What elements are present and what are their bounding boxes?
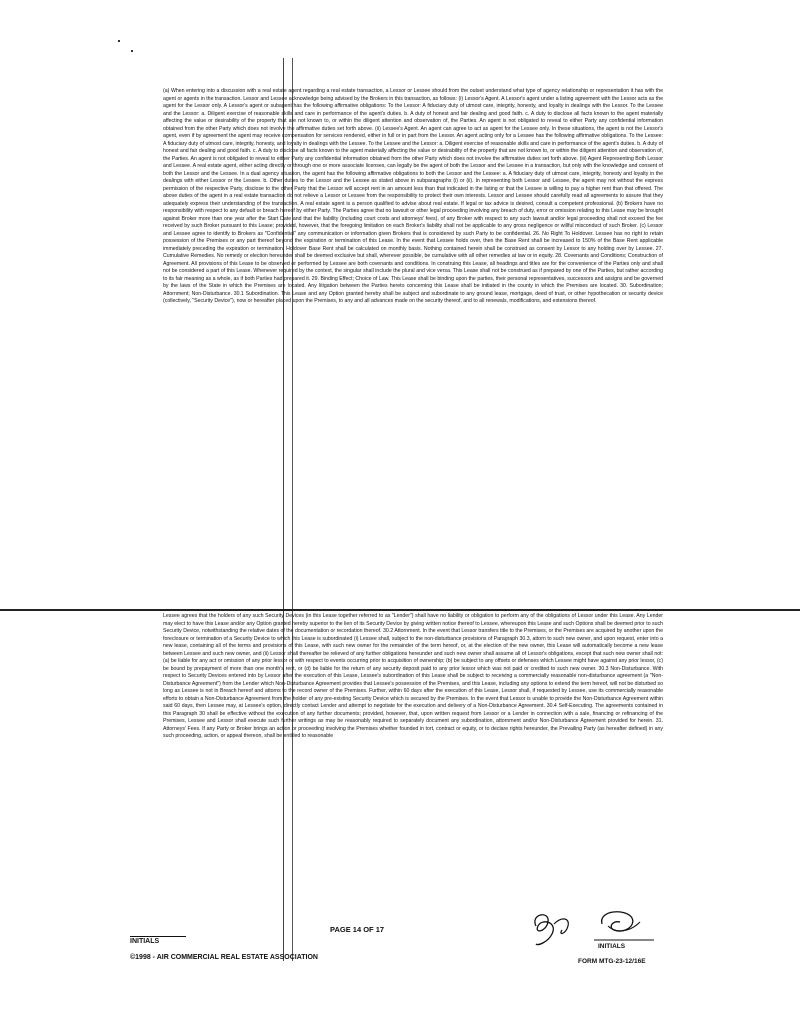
- initials-label-right: INITIALS: [598, 943, 626, 950]
- lower-text-block: [163, 613, 663, 741]
- scan-crease-line: [0, 609, 800, 611]
- upper-text-block: [163, 88, 663, 306]
- form-code: FORM MTG-23-12/16E: [578, 958, 646, 965]
- page-number: PAGE 14 OF 17: [330, 925, 385, 934]
- copyright-notice: ©1998 - AIR COMMERCIAL REAL ESTATE ASSOCIATION: [130, 954, 318, 961]
- initials-line: [130, 936, 186, 937]
- upper-paragraphs: (a) When entering into a discussion with a real estate agent regarding a real estate transaction, a Lessor or Lessee should from the outset understand what type of agency relationship or representation it has with the agent or agents in the transaction. Lessor and Lessee acknowledge being advised by the Brokers in this transaction, as follows: (i) Lessor's Agent. A Lessor's agent under a listing agreement with the Lessor acts as the agent for the Lessor only. A Lessor's agent or subagent has the following affirmative obligations: To the Lessor: A fiduciary duty of utmost care, integrity, honesty, and loyalty in dealings with the Lessor. To the Lessee and the Lessor: a. Diligent exercise of reasonable skills and care in performance of the agent's duties. b. A duty of honest and fair dealing and good faith. c. A duty to disclose all facts known to the agent materially affecting the value or desirability of the property that are not known to, or within the diligent attention and observation of, the Parties. An agent is not obligated to reveal to either Party any confidential information obtained from the other Party which does not involve the affirmative duties set forth above. (ii) Lessee's Agent. An agent can agree to act as agent for the Lessee only. In these situations, the agent is not the Lessor's agent, even if by agreement the agent may receive compensation for services rendered, either in full or in part from the Lessor. An agent acting only for a Lessee has the following affirmative obligations. To the Lessee: A fiduciary duty of utmost care, integrity, honesty, and loyalty in dealings with the Lessee. To the Lessee and the Lessor: a. Diligent exercise of reasonable skills and care in performance of the agent's duties. b. A duty of honest and fair dealing and good faith. c. A duty to disclose all facts known to the agent materially affecting the value or desirability of the property that are not known to, or within the diligent attention and observation of, the Parties. An agent is not obligated to reveal to either Party any confidential information obtained from the other Party which does not involve the affirmative duties set forth above. (iii) Agent Representing Both Lessor and Lessee. A real estate agent, either acting directly or through one or more associate licenses, can legally be the agent of both the Lessor and the Lessee in a transaction, but only with the knowledge and consent of both the Lessor and the Lessee. In a dual agency situation, the agent has the following affirmative obligations to both the Lessor and the Lessee: a. A fiduciary duty of utmost care, integrity, honesty and loyalty in the dealings with either Lessor or the Lessee. b. Other duties to the Lessor and the Lessee as stated above in subparagraphs (i) or (ii). In representing both Lessor and Lessee, the agent may not without the express permission of the respective Party, disclose to the other Party that the Lessor will accept rent in an amount less than that indicated in the listing or that the Lessee is willing to pay a higher rent than that offered. The above duties of the agent in a real estate transaction do not relieve a Lessor or Lessee from the responsibility to protect their own interests. Lessor and Lessee should carefully read all agreements to assure that they adequately express their understanding of the transaction. A real estate agent is a person qualified to advise about real estate. If legal or tax advice is desired, consult a competent professional. (b) Brokers have no responsibility with respect to any default or breach hereof by either Party. The Parties agree that no lawsuit or other legal proceeding involving any breach of duty, error or omission relating to this Lease may be brought against Broker more than one year after the Start Date and that the liability (including court costs and attorneys' fees), of any Broker with respect to any such lawsuit and/or legal proceeding shall not exceed the fee received by such Broker pursuant to this Lease; provided, however, that the foregoing limitation on each Broker's liability shall not be applicable to any gross negligence or willful misconduct of such Broker. (c) Lessor and Lessee agree to identify to Brokers as "Confidential" any communication or information given Brokers that is considered by such Party to be confidential. 26. No Right To Holdover. Lessee has no right to retain possession of the Premises or any part thereof beyond the expiration or termination of this Lease. In the event that Lessee holds over, then the Base Rent shall be increased to 150% of the Base Rent applicable immediately preceding the expiration or termination. Holdover Base Rent shall be calculated on monthly basis. Nothing contained herein shall be construed as consent by Lessor to any holding over by Lessee. 27. Cumulative Remedies. No remedy or election hereunder shall be deemed exclusive but shall, wherever possible, be cumulative with all other remedies at law or in equity. 28. Covenants and Conditions; Construction of Agreement. All provisions of this Lease to be observed or performed by Lessee are both covenants and conditions. In construing this Lease, all headings and titles are for the convenience of the Parties only and shall not be considered a part of this Lease. Whenever required by the context, the singular shall include the plural and vice versa. This Lease shall not be construed as if prepared by one of the Parties, but rather according to its fair meaning as a whole, as if both Parties had prepared it. 29. Binding Effect; Choice of Law. This Lease shall be binding upon the parties, their personal representatives, successors and assigns and be governed by the laws of the State in which the Premises are located. Any litigation between the Parties hereto concerning this Lease shall be initiated in the county in which the Premises are located. 30. Subordination; Attornment; Non-Disturbance. 30.1 Subordination. This Lease and any Option granted hereby shall be subject and subordinate to any ground lease, mortgage, deed of trust, or other hypothecation or security device (collectively, "Security Device"), now or hereafter placed upon the Premises, to any and all advances made on the security thereof, and to all renewals, modifications, and extensions thereof.: [163, 88, 663, 304]
- lower-paragraphs: Lessee agrees that the holders of any such Security Devices (in this Lease together referred to as "Lender") shall have no liability or obligation to perform any of the obligations of Lessor under this Lease. Any Lender may elect to have this Lease and/or any Option granted hereby superior to the lien of its Security Device by giving written notice thereof to Lessee, whereupon this Lease and such Options shall be deemed prior to such Security Device, notwithstanding the relative dates of the documentation or recordation thereof. 30.2 Attornment. In the event that Lessor transfers title to the Premises, or the Premises are acquired by another upon the foreclosure or termination of a Security Device to which this Lease is subordinated (i) Lessee shall, subject to the non-disturbance provisions of Paragraph 30.3, attorn to such new owner, and upon request, enter into a new lease, containing all of the terms and provisions of this Lease, with such new owner for the remainder of the term hereof, or, at the election of the new owner, this Lease will automatically become a new lease between Lessee and such new owner, and (ii) Lessor shall thereafter be relieved of any further obligations hereunder and such new owner shall assume all of Lessor's obligations, except that such new owner shall not: (a) be liable for any act or omission of any prior lessor or with respect to events occurring prior to acquisition of ownership; (b) be subject to any offsets or defenses which Lessee might have against any prior lessor, (c) be bound by prepayment of more than one month's rent, or (d) be liable for the return of any security deposit paid to any prior lessor which was not paid or credited to such new owner. 30.3 Non-Disturbance. With respect to Security Devices entered into by Lessor after the execution of this Lease, Lessee's subordination of this Lease shall be subject to receiving a commercially reasonable non-disturbance agreement (a "Non-Disturbance Agreement") from the Lender which Non-Disturbance Agreement provides that Lessee's possession of the Premises, and this Lease, including any options to extend the term hereof, will not be disturbed so long as Lessee is not in Breach hereof and attorns to the record owner of the Premises. Further, within 60 days after the execution of this Lease, Lessor shall, if requested by Lessee, use its commercially reasonable efforts to obtain a Non-Disturbance Agreement from the holder of any pre-existing Security Device which is secured by the Premises. In the event that Lessor is unable to provide the Non-Disturbance Agreement within said 60 days, then Lessee may, at Lessee's option, directly contact Lender and attempt to negotiate for the execution and delivery of a Non-Disturbance Agreement. 30.4 Self-Executing. The agreements contained in this Paragraph 30 shall be effective without the execution of any further documents; provided, however, that, upon written request from Lessor or a Lender in connection with a sale, financing or refinancing of the Premises, Lessee and Lessor shall execute such further writings as may be reasonably required to separately document any subordination, attornment and/or Non-Disturbance Agreement provided for herein. 31. Attorneys' Fees. If any Party or Broker brings an action or proceeding involving the Premises whether founded in tort, contract or equity, or to declare rights hereunder, the Prevailing Party (as hereafter defined) in any such proceeding, action, or appeal thereon, shall be entitled to reasonable: [163, 613, 663, 739]
- handwritten-initials-signature: [528, 904, 658, 956]
- scan-speck: [118, 40, 120, 42]
- initials-label-left: INITIALS: [130, 938, 160, 945]
- scan-speck: [131, 50, 133, 52]
